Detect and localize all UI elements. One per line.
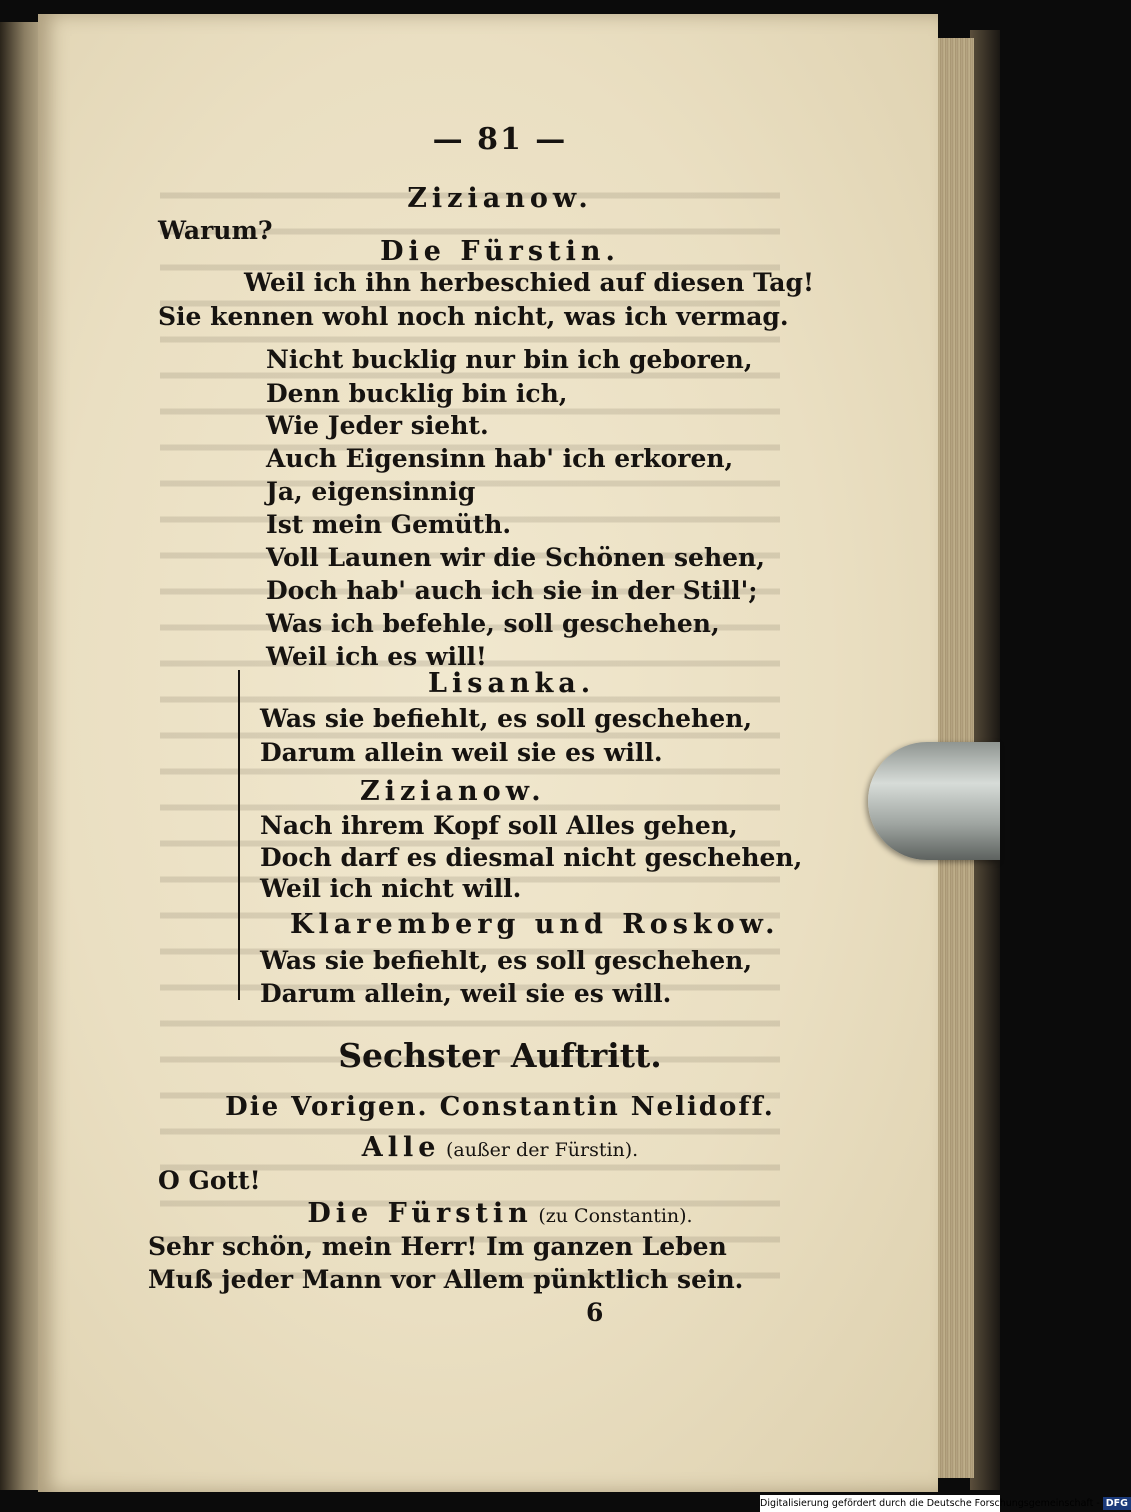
credit-text: Digitalisierung gefördert durch die Deutsche Forschungsgemeinschaft - [760,1498,1100,1509]
speaker-zizianow: Zizianow. [407,183,593,214]
speaker-klaremberg-roskow: Klaremberg und Roskow. [290,909,780,940]
ensemble-brace [238,670,250,1000]
song-line: Voll Launen wir die Schönen sehen, [266,543,765,572]
verse-line: O Gott! [158,1166,261,1195]
speaker-alle-line [0,1132,1000,1163]
song-line: Ja, eigensinnig [266,477,476,506]
speaker-fuerstin: Die Fürstin. [380,236,620,267]
signature-mark: 6 [586,1298,604,1327]
stage-note: (zu Constantin). [538,1205,693,1227]
verse-line: Sehr schön, mein Herr! Im ganzen Leben [148,1232,727,1261]
song-line: Was sie befiehlt, es soll geschehen, [260,946,753,975]
speaker-lisanka: Lisanka. [428,668,596,699]
speaker-fuerstin: Die Fürstin [307,1198,533,1229]
digitization-credit [760,1495,1128,1512]
song-line: Doch hab' auch ich sie in der Still'; [266,576,758,605]
stage-direction: Die Vorigen. Constantin Nelidoff. [225,1092,775,1122]
song-line: Nach ihrem Kopf soll Alles gehen, [260,811,738,840]
song-line: Denn bucklig bin ich, [266,379,568,408]
speaker-fuerstin-line [0,1198,1000,1229]
verse-line: Sie kennen wohl noch nicht, was ich vermag. [158,302,789,331]
song-line: Wie Jeder sieht. [266,411,489,440]
verse-line: Weil ich ihn herbeschied auf diesen Tag! [244,268,814,297]
song-line: Ist mein Gemüth. [266,510,512,539]
dfg-logo: DFG [1103,1497,1131,1510]
speaker-zizianow: Zizianow. [360,776,546,807]
song-line: Auch Eigensinn hab' ich erkoren, [266,444,734,473]
verse-line: Warum? [158,216,273,245]
song-line: Was sie befiehlt, es soll geschehen, [260,704,753,733]
page-number: — 81 — [432,122,568,157]
song-line: Weil ich nicht will. [260,874,522,903]
scene-heading: Sechster Auftritt. [338,1036,662,1075]
song-line: Nicht bucklig nur bin ich geboren, [266,345,753,374]
page-clip [868,742,1000,860]
verse-line: Muß jeder Mann vor Allem pünktlich sein. [148,1265,744,1294]
song-line: Was ich befehle, soll geschehen, [266,609,720,638]
song-line: Darum allein, weil sie es will. [260,979,672,1008]
song-line: Doch darf es diesmal nicht geschehen, [260,843,803,872]
song-line: Darum allein weil sie es will. [260,738,663,767]
speaker-alle: Alle [361,1132,441,1163]
song-line: Weil ich es will! [266,642,487,671]
stage-note: (außer der Fürstin). [446,1139,639,1161]
